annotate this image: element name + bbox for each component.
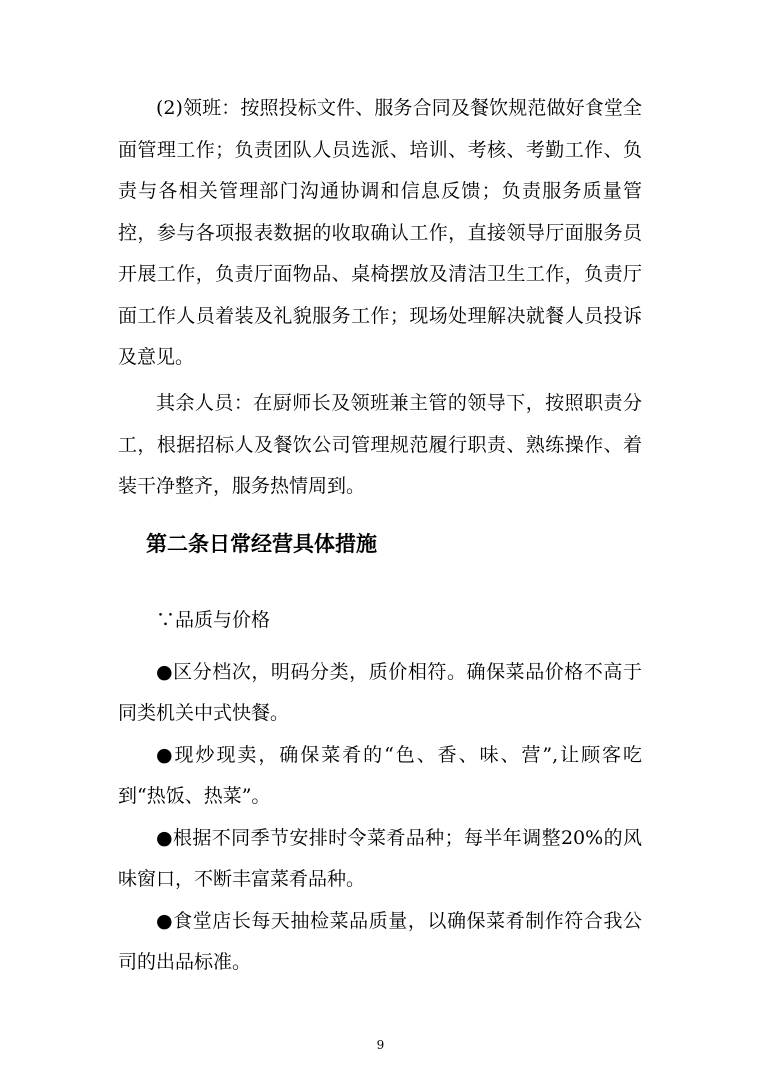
section-heading: 第二条日常经营具体措施 [146,531,377,556]
bullet-item: ●根据不同季节安排时令菜肴品种；每半年调整20%的风味窗口，不断丰富菜肴品种。 [118,827,642,890]
bullet-item: ●现炒现卖，确保菜肴的“色、香、味、营”,让顾客吃到“热饭、热菜”。 [118,744,642,807]
paragraph-other-staff: 其余人员：在厨师长及领班兼主管的领导下，按照职责分工，根据招标人及餐饮公司管理规范履行职责、熟练操作、着装干净整齐，服务热情周到。 [118,392,642,497]
bullet-item: ●食堂店长每天抽检菜品质量，以确保菜肴制作符合我公司的出品标准。 [118,910,642,973]
bullet-item: ●区分档次，明码分类，质价相符。确保菜品价格不高于同类机关中式快餐。 [118,661,642,724]
page-number: 9 [376,1038,385,1052]
subheading-quality-price: ∵品质与价格 [156,609,271,631]
paragraph-team-leader: (2)领班：按照投标文件、服务合同及餐饮规范做好食堂全面管理工作；负责团队人员选派、培训、考核、考勤工作、负责与各相关管理部门沟通协调和信息反馈；负责服务质量管控，参与各项报表数据的收取确认工作，直接领导厅面服务员开展工作，负责厅面物品、桌椅摆放及清洁卫生工作，负责厅面工作人员着装及礼貌服务工作；现场处理解决就餐人员投诉及意见。 [118,97,642,368]
